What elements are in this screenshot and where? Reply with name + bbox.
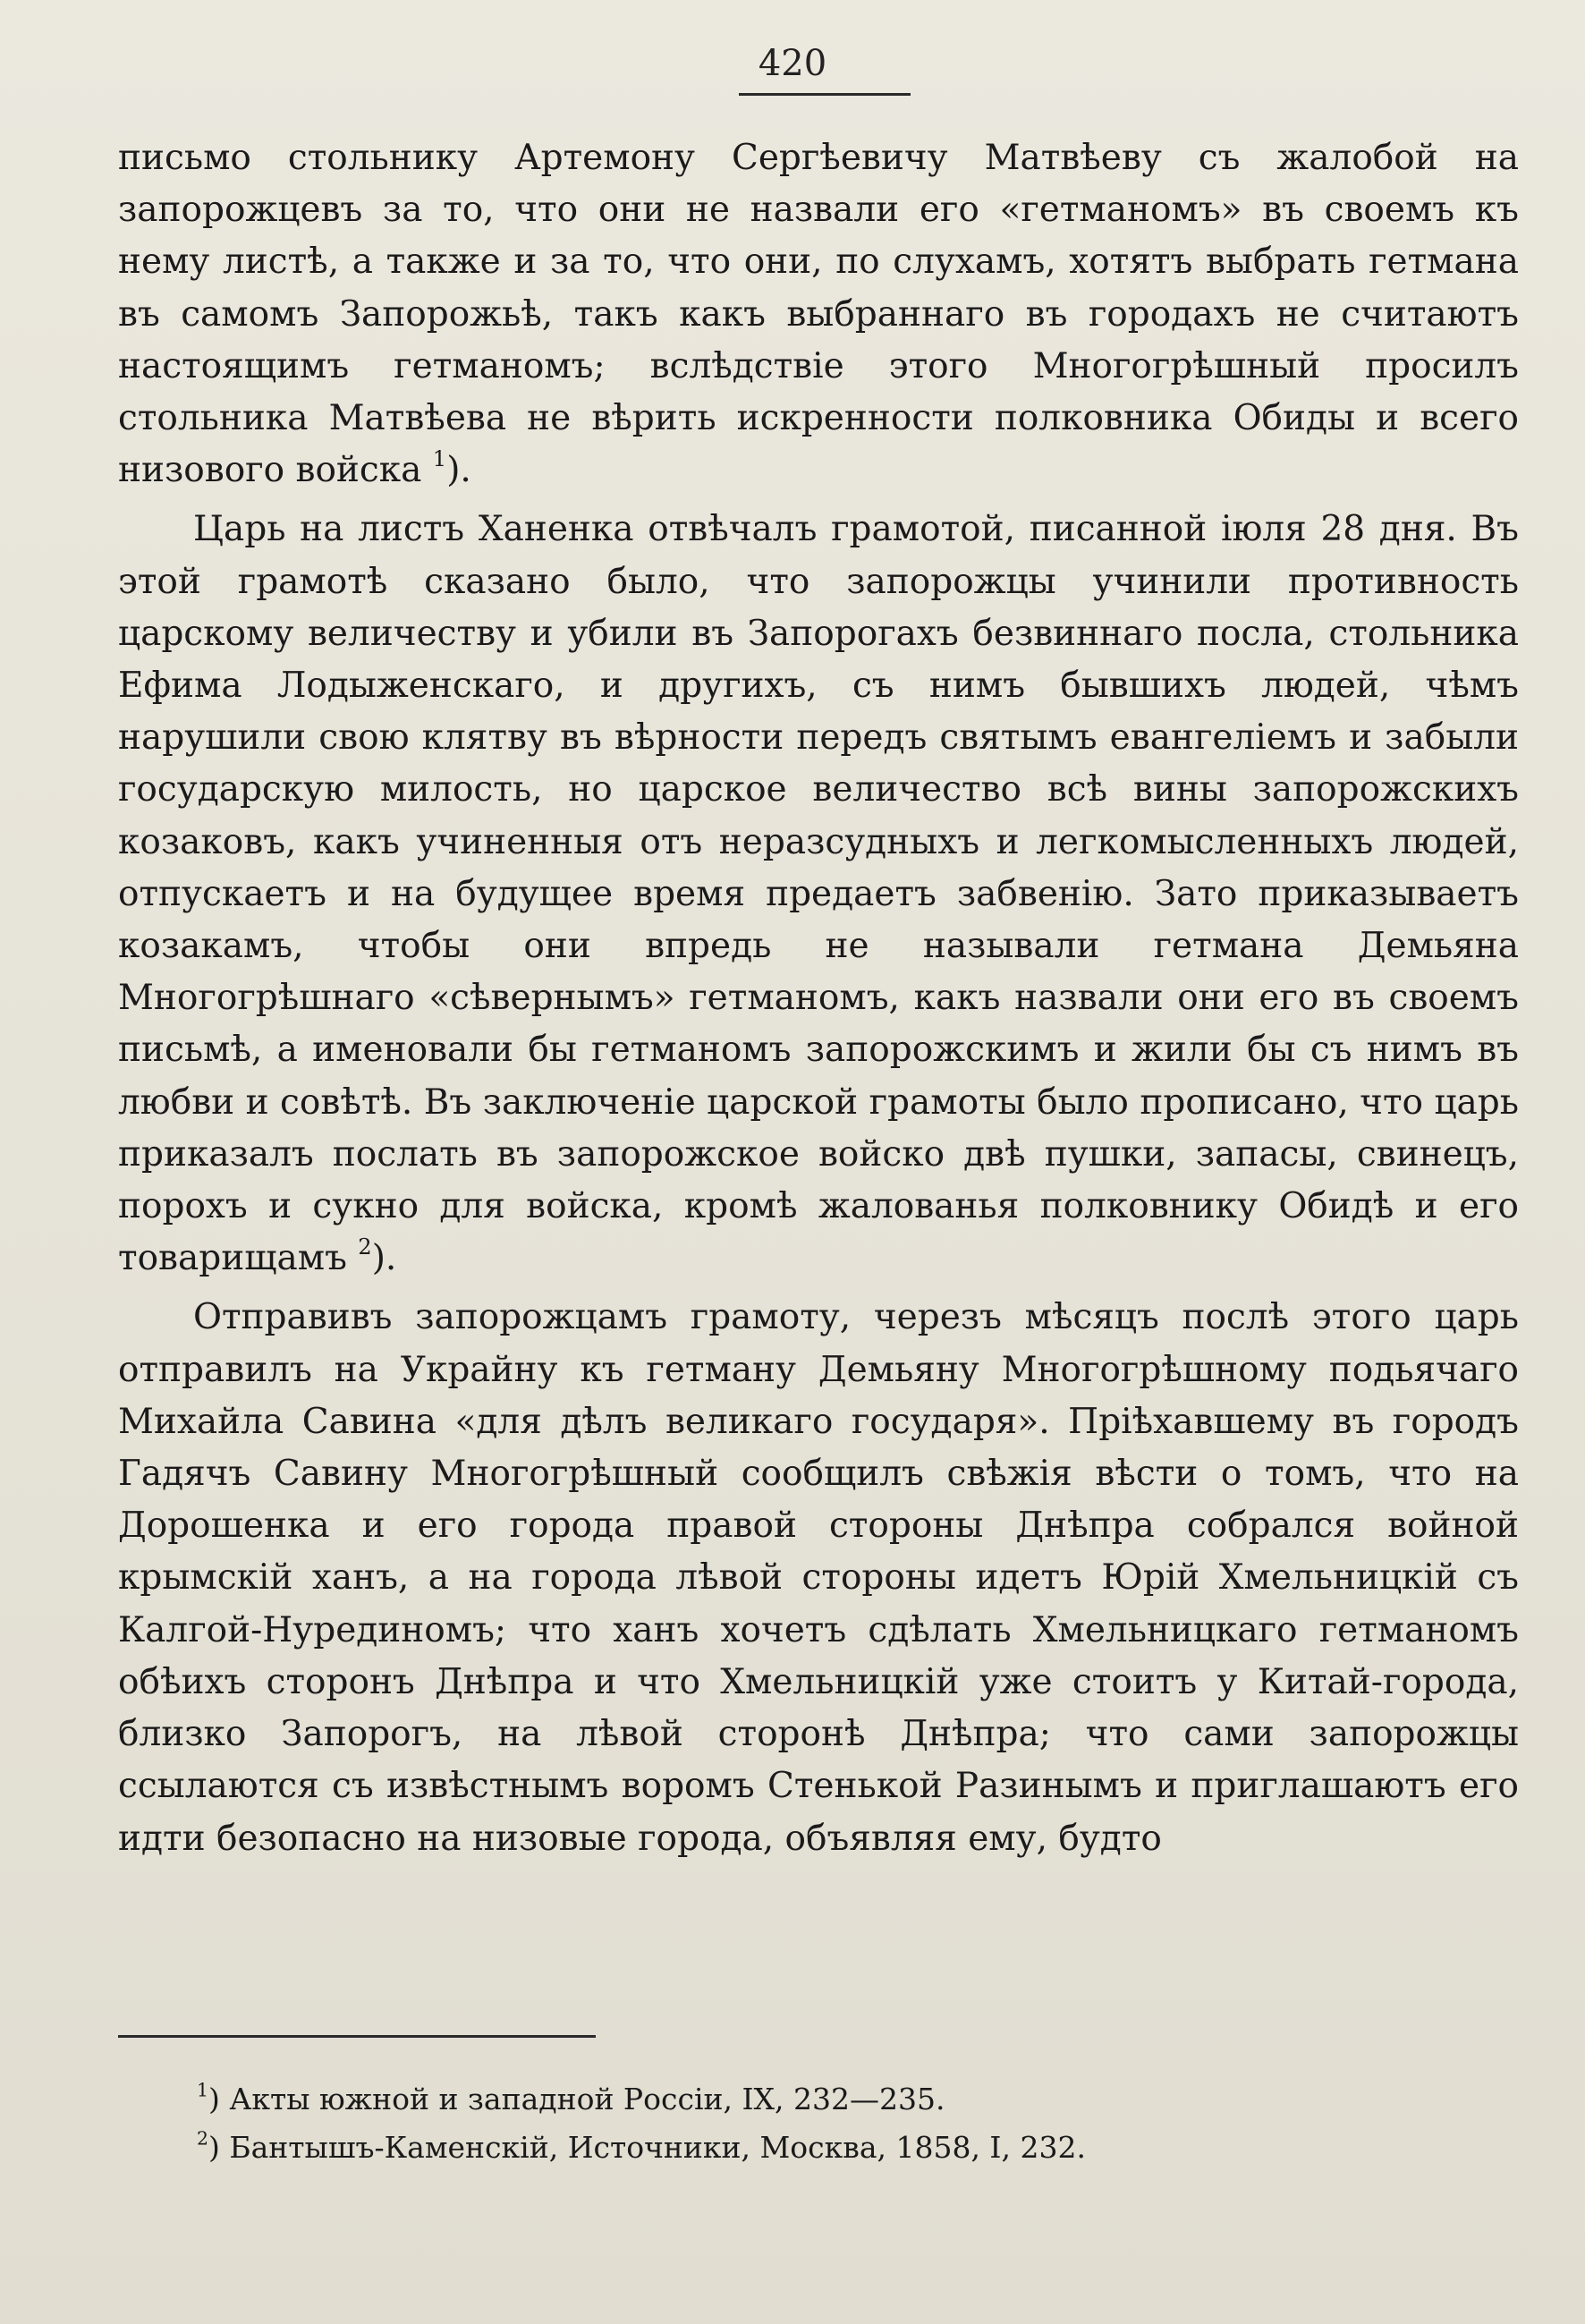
header-rule	[739, 93, 911, 96]
footnote-mark-2: 2	[197, 2127, 209, 2150]
footnote-ref-1[interactable]: 1	[432, 446, 447, 472]
paragraph-3	[118, 1292, 1519, 1864]
footnote-rule	[118, 2035, 596, 2038]
footnote-ref-2[interactable]: 2	[358, 1234, 372, 1260]
paragraph-1-text: письмо стольнику Артемону Сергѣевичу Матвѣеву съ жалобой на запорожцевъ за то, что они не назвали его «гетманомъ» въ своемъ къ нему листѣ, а также и за то, что они, по слухамъ, хотятъ выбрать гетмана въ самомъ Запорожьѣ, такъ какъ выбраннаго въ городахъ не считаютъ настоящимъ гетманомъ; вслѣдствіе этого Многогрѣшный просилъ стольника Матвѣева не вѣрить искренности полковника Обиды и всего низового войска	[118, 138, 1519, 491]
paragraph-1-tail: ).	[446, 450, 471, 491]
footnote-2-text: ) Бантышъ-Каменскій, Источники, Москва, 1858, I, 232.	[208, 2130, 1086, 2165]
paragraph-2-tail: ).	[371, 1238, 397, 1279]
footnote-1	[197, 2075, 1449, 2124]
paragraph-1	[118, 132, 1519, 496]
paragraph-2	[118, 504, 1519, 1285]
paragraph-3-text: Отправивъ запорожцамъ грамоту, черезъ мѣсяцъ послѣ этого царь отправилъ на Украйну къ гетману Демьяну Многогрѣшному подьячаго Михайла Савина «для дѣлъ великаго государя». Пріѣхавшему въ городъ Гадячъ Савину Многогрѣшный сообщилъ свѣжія вѣсти о томъ, что на Дорошенка и его города правой стороны Днѣпра собрался войной крымскій ханъ, а на города лѣвой стороны идетъ Юрій Хмельницкій съ Калгой-Нурединомъ; что ханъ хочетъ сдѣлать Хмельницкаго гетманомъ обѣихъ сторонъ Днѣпра и что Хмельницкій уже стоитъ у Китай-города, близко Запорогъ, на лѣвой сторонѣ Днѣпра; что сами запорожцы ссылаются съ извѣстнымъ воромъ Стенькой Разинымъ и приглашаютъ его идти безопасно на низовые города, объявляя ему, будто	[118, 1297, 1519, 1859]
paragraph-2-text: Царь на листъ Ханенка отвѣчалъ грамотой, писанной іюля 28 дня. Въ этой грамотѣ сказано было, что запорожцы учинили противность царскому величеству и убили въ Запорогахъ безвиннаго посла, стольника Ефима Лодыженскаго, и другихъ, съ нимъ бывшихъ людей, чѣмъ нарушили свою клятву въ вѣрности передъ святымъ евангеліемъ и забыли государскую милость, но царское величество всѣ вины запорожскихъ козаковъ, какъ учиненныя отъ неразсудныхъ и легкомысленныхъ людей, отпускаетъ и на будущее время предаетъ забвенію. Зато приказываетъ козакамъ, чтобы они впредь не называли гетмана Демьяна Многогрѣшнаго «сѣвернымъ» гетманомъ, какъ назвали они его въ своемъ письмѣ, а именовали бы гетманомъ запорожскимъ и жили бы съ нимъ въ любви и совѣтѣ. Въ заключеніе царской грамоты было прописано, что царь приказалъ послать въ запорожское войско двѣ пушки, запасы, свинецъ, порохъ и сукно для войска, кромѣ жалованья полковнику Обидѣ и его товарищамъ	[118, 509, 1519, 1279]
footnote-1-text: ) Акты южной и западной Россіи, IX, 232—235.	[208, 2082, 945, 2116]
page-number: 420	[758, 43, 827, 84]
footnote-mark-1: 1	[197, 2079, 209, 2101]
body-text	[118, 132, 1519, 1865]
footnotes	[197, 2075, 1449, 2172]
footnote-2	[197, 2124, 1449, 2172]
